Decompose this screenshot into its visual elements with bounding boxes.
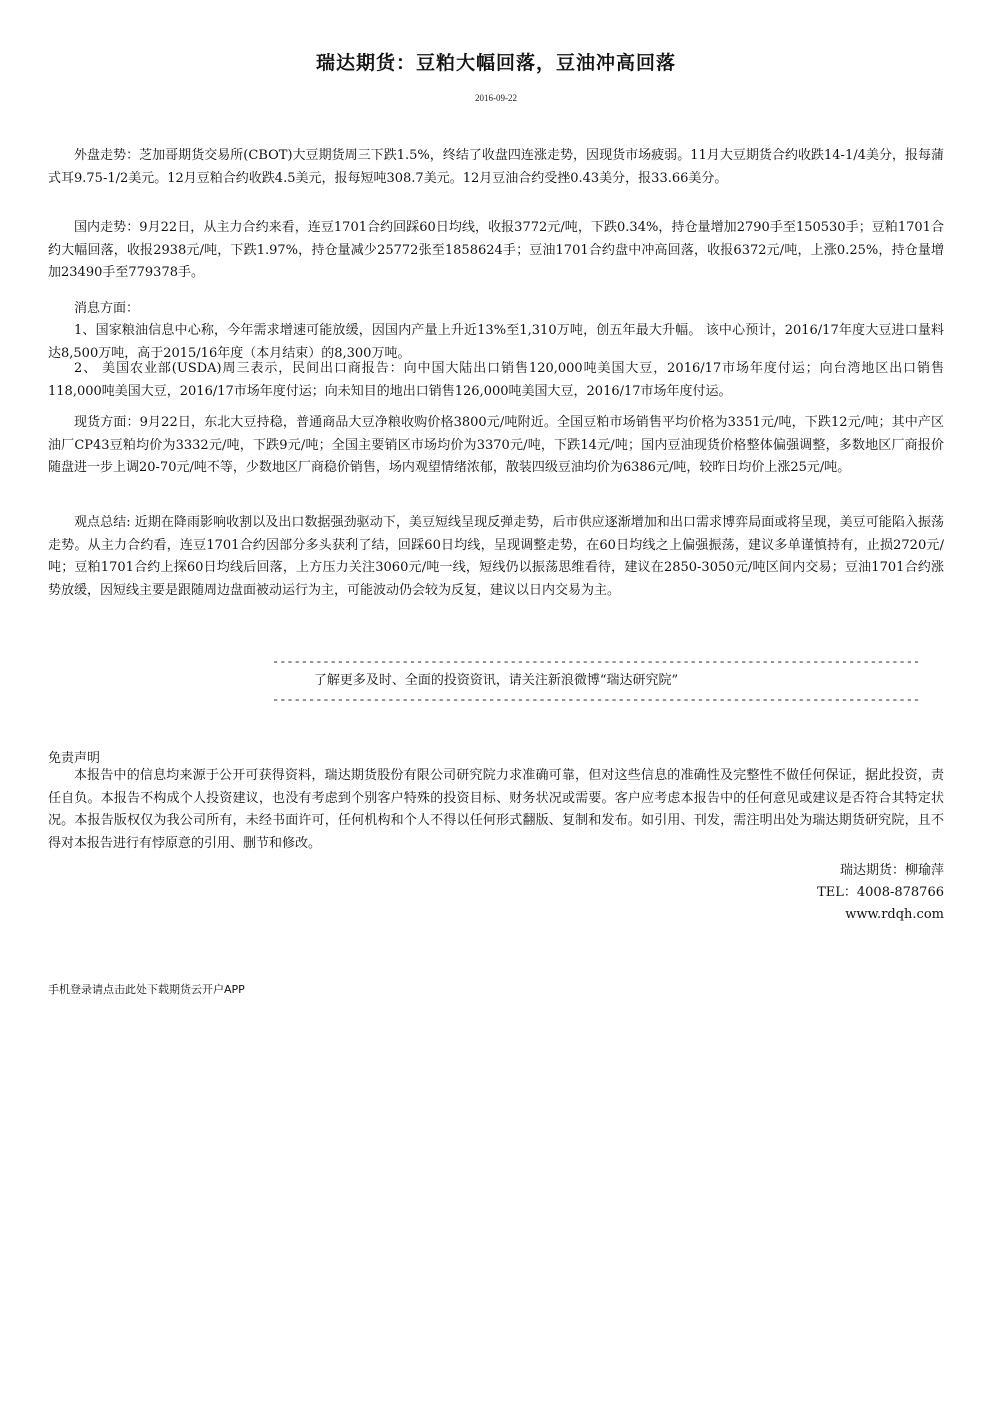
promo-divider-bottom: ------------------------------------------------------------------------------------------ — [272, 693, 921, 707]
news-item-2: 2、 美国农业部(USDA)周三表示，民间出口商报告：向中国大陆出口销售120,000吨美国大豆，2016/17市场年度付运；向台湾地区出口销售118,000吨美国大豆，2016/17市场年度付运；向未知目的地出口销售126,000吨美国大豆，2016/17市场年度付运。 — [48, 361, 944, 399]
signature-block — [817, 860, 944, 926]
news-heading: 消息方面： — [74, 301, 140, 316]
app-download-link[interactable]: 手机登录请点击此处下载期货云开户APP — [48, 983, 245, 996]
promo-divider-top: ------------------------------------------------------------------------------------------ — [272, 655, 921, 669]
disclaimer-title: 免责声明 — [48, 751, 101, 766]
promo-weibo-text: 了解更多及时、全面的投资资讯，请关注新浪微博“瑞达研究院” — [313, 673, 679, 688]
disclaimer-body: 本报告中的信息均来源于公开可获得资料，瑞达期货股份有限公司研究院力求准确可靠，但对这些信息的准确性及完整性不做任何保证，据此投资，责任自负。本报告不构成个人投资建议，也没有考虑到个别客户特殊的投资目标、财务状况或需要。客户应考虑本报告中的任何意见或建议是否符合其特定状况。本报告版权仅为我公司所有，未经书面许可，任何机构和个人不得以任何形式翻版、复制和发布。如引用、刊发，需注明出处为瑞达期货研究院，且不得对本报告进行有悖原意的引用、删节和修改。 — [48, 768, 944, 851]
report-date: 2016-09-22 — [475, 93, 517, 103]
signature-author: 瑞达期货：柳瑜萍 — [839, 863, 944, 878]
news-item-1: 1、国家粮油信息中心称，今年需求增速可能放缓，因国内产量上升近13%至1,310万吨，创五年最大升幅。 该中心预计，2016/17年度大豆进口量料达8,500万吨，高于2015/16年度（本月结束）的8,300万吨。 — [48, 323, 944, 361]
spot-market-paragraph: 现货方面：9月22日，东北大豆持稳，普通商品大豆净粮收购价格3800元/吨附近。全国豆粕市场销售平均价格为3351元/吨，下跌12元/吨；其中产区油厂CP43豆粕均价为3332元/吨，下跌9元/吨；全国主要销区市场均价为3370元/吨，下跌14元/吨；国内豆油现货价格整体偏强调整，多数地区厂商报价随盘进一步上调20-70元/吨不等，少数地区厂商稳价销售，场内观望情绪浓郁，散装四级豆油均价为6386元/吨，较昨日均价上涨25元/吨。 — [48, 415, 944, 475]
summary-paragraph: 观点总结: 近期在降雨影响收割以及出口数据强劲驱动下，美豆短线呈现反弹走势，后市供应逐渐增加和出口需求博弈局面或将呈现，美豆可能陷入振荡走势。从主力合约看，连豆1701合约因部分多头获利了结，回踩60日均线，呈现调整走势，在60日均线之上偏强振荡，建议多单谨慎持有，止损2720元/吨；豆粕1701合约上探60日均线后回落，上方压力关注3060元/吨一线，短线仍以振荡思维看待，建议在2850-3050元/吨区间内交易；豆油1701合约涨势放缓，因短线主要是跟随周边盘面被动运行为主，可能波动仍会较为反复，建议以日内交易为主。 — [48, 515, 944, 598]
signature-website[interactable]: www.rdqh.com — [845, 907, 944, 922]
signature-phone: TEL：4008-878766 — [817, 885, 944, 900]
report-title: 瑞达期货：豆粕大幅回落，豆油冲高回落 — [315, 52, 676, 74]
domestic-market-paragraph: 国内走势：9月22日，从主力合约来看，连豆1701合约回踩60日均线，收报3772元/吨，下跌0.34%，持仓量增加2790手至150530手；豆粕1701合约大幅回落，收报2938元/吨，下跌1.97%，持仓量减少25772张至1858624手；豆油1701合约盘中冲高回落，收报6372元/吨，上涨0.25%，持仓量增加23490手至779378手。 — [48, 220, 944, 280]
overseas-market-paragraph: 外盘走势：芝加哥期货交易所(CBOT)大豆期货周三下跌1.5%，终结了收盘四连涨走势，因现货市场疲弱。11月大豆期货合约收跌14-1/4美分，报每蒲式耳9.75-1/2美元。12月豆粕合约收跌4.5美元，报每短吨308.7美元。12月豆油合约受挫0.43美分，报33.66美分。 — [48, 148, 944, 186]
